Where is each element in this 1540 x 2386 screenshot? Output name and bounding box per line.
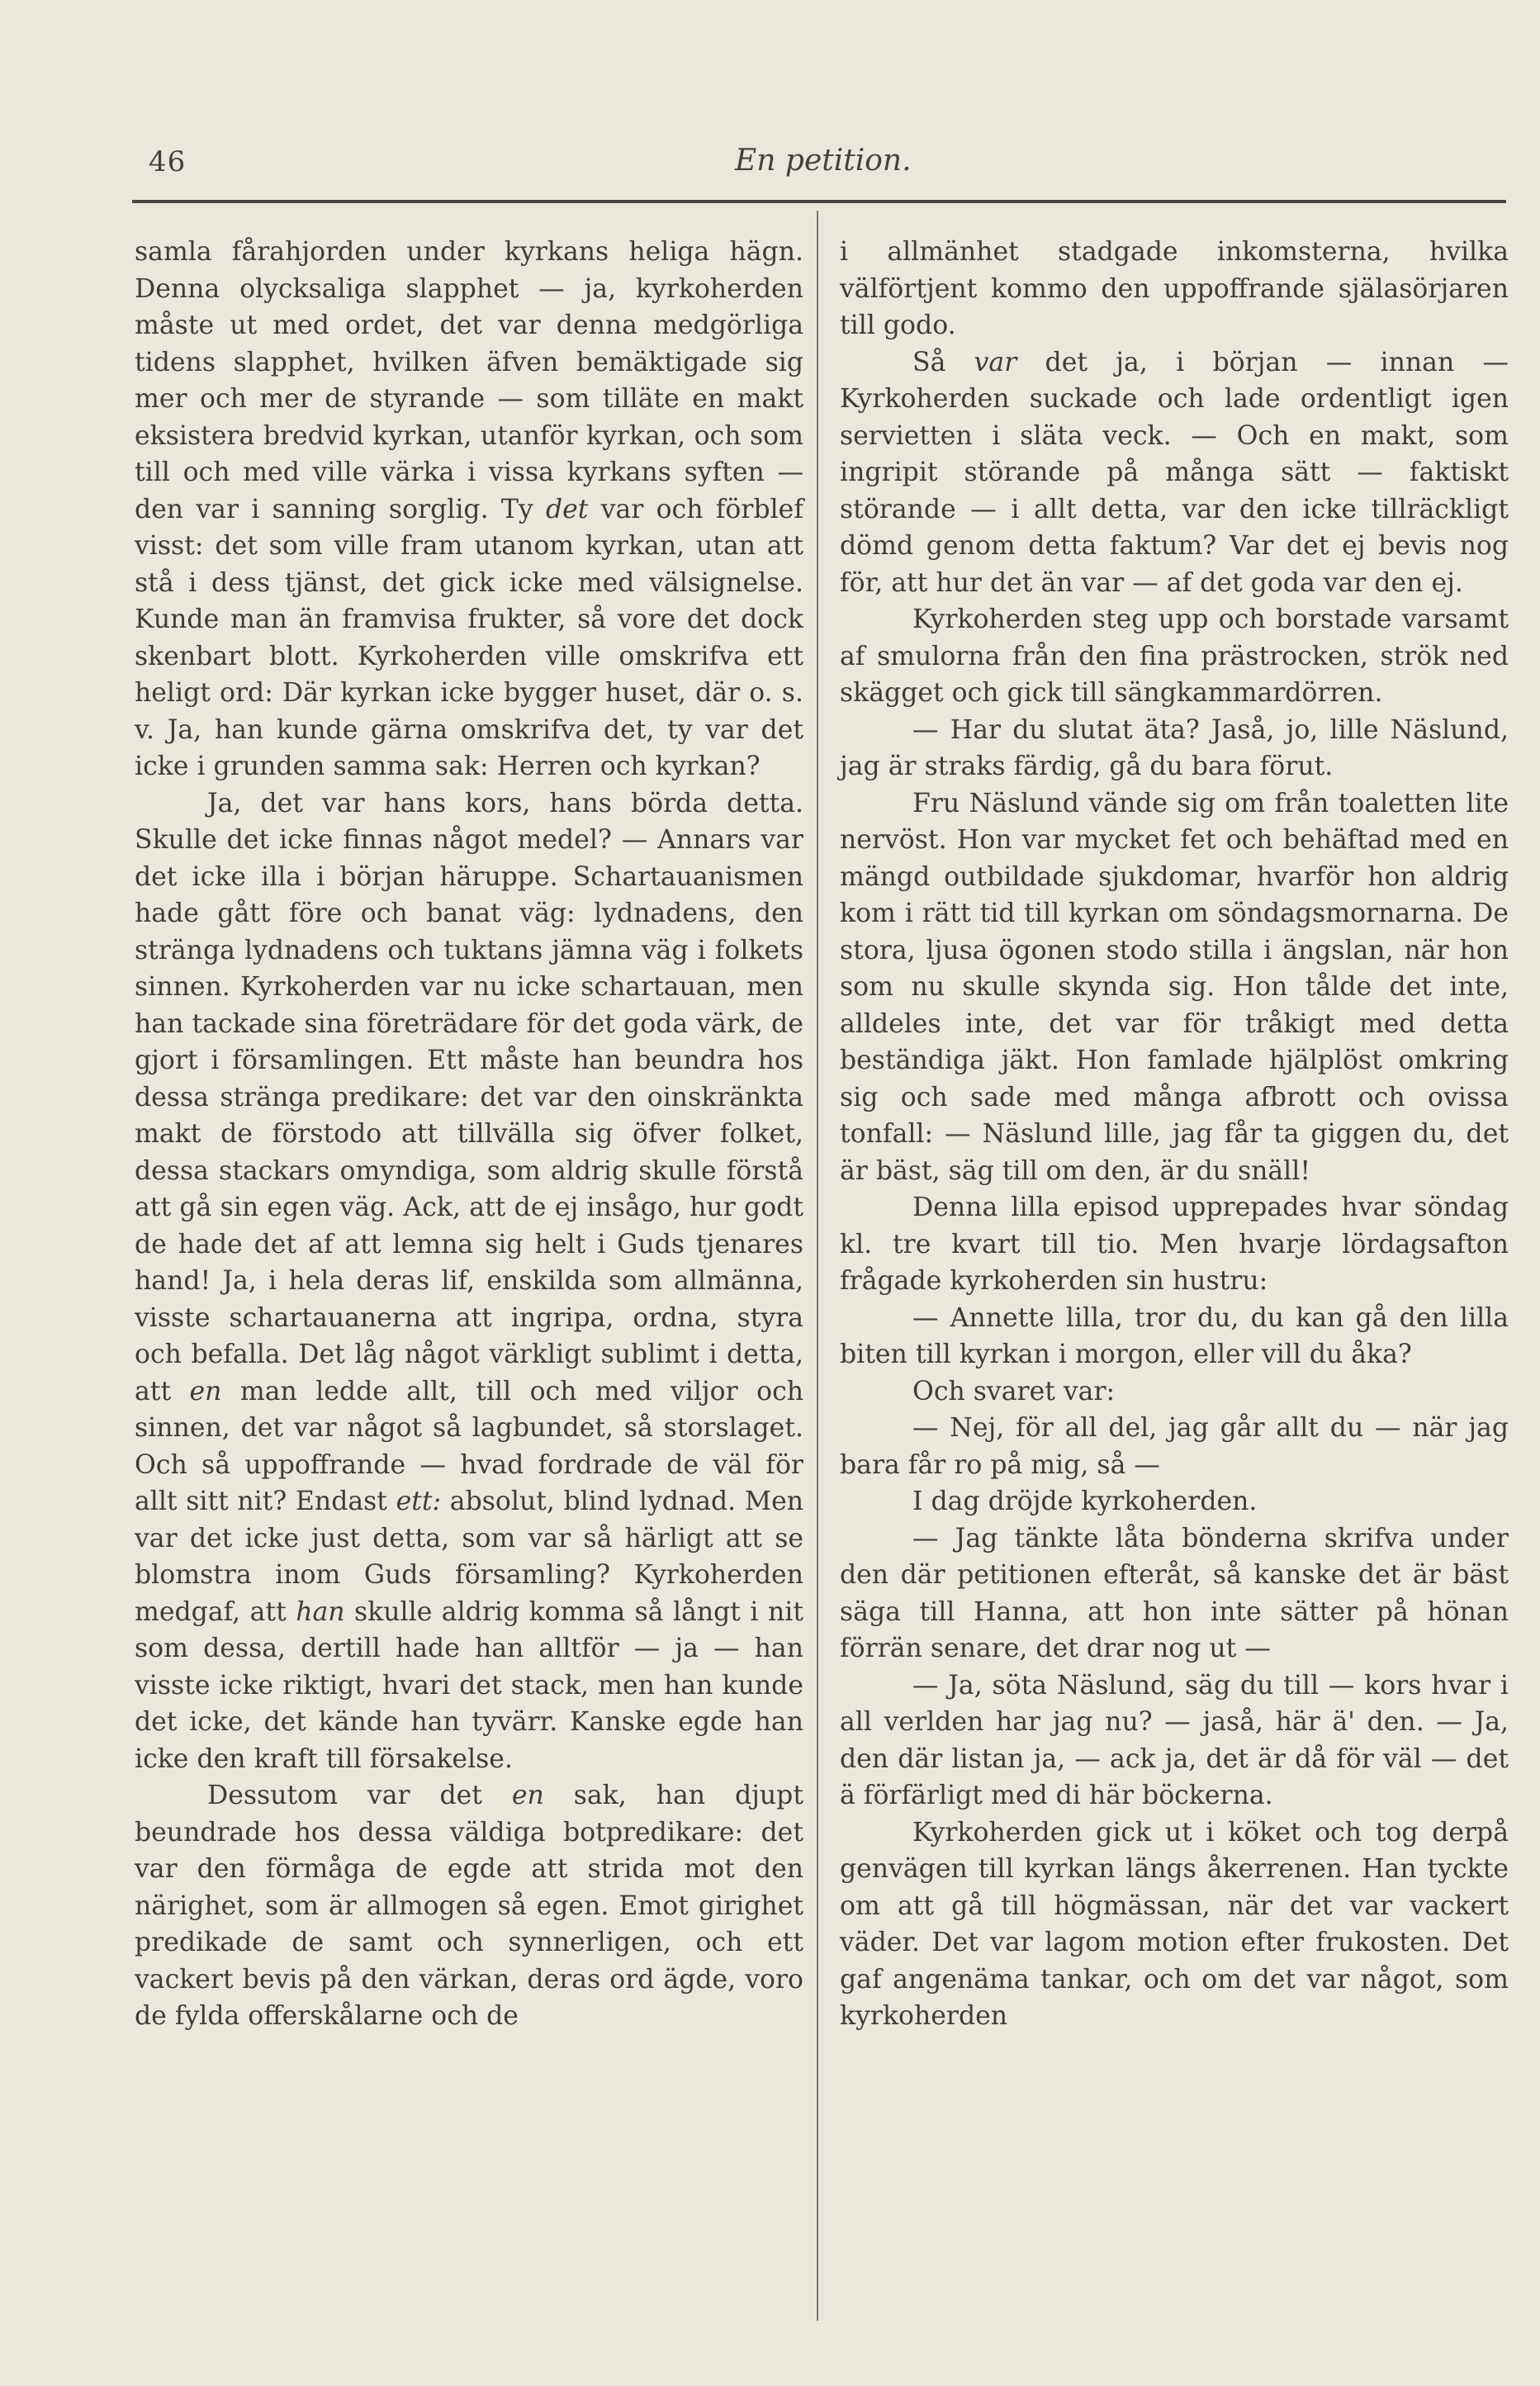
column-divider — [817, 211, 818, 2321]
page-number: 46 — [149, 145, 187, 178]
text-run: i allmänhet stadgade inkomsterna, hvilka välförtjent kommo den uppoffrande själasörjaren till godo. — [840, 237, 1509, 340]
italic-text: det — [545, 494, 589, 524]
header-rule — [132, 200, 1506, 203]
paragraph — [840, 234, 1509, 344]
text-run: Fru Näslund vände sig om från toaletten lite nervöst. Hon var mycket fet och behäftad med en mängd outbildade sjukdomar, hvarför hon aldrig kom i rätt tid till kyrkan om söndagsmornarna. De stora, ljusa ögonen stodo stilla i ängslan, när hon som nu skulle skynda sig. Hon tålde det inte, alldeles inte, det var för tråkigt med detta beständiga jäkt. Hon famlade hjälplöst omkring sig och sade med många afbrott och ovissa tonfall: — Näslund lille, jag får ta giggen du, det är bäst, säg till om den, är du snäll! — [840, 788, 1509, 1186]
paragraph — [840, 601, 1509, 712]
paragraph — [840, 1373, 1509, 1411]
text-run: det ja, i början — innan — Kyrkoherden suckade och lade ordentligt igen servietten i släta veck. — Och en makt, som ingripit störande på många sätt — faktiskt störande — i allt detta, var den icke tillräckligt dömd genom detta faktum? Var det ej bevis nog för, att hur det än var — af det goda var den ej. — [840, 347, 1509, 598]
paragraph — [840, 712, 1509, 785]
italic-text: var — [974, 347, 1017, 377]
text-run: Denna lilla episod upprepades hvar söndag kl. tre kvart till tio. Men hvarje lördagsafton frågade kyrkoherden sin hustru: — [840, 1193, 1509, 1296]
paragraph — [135, 785, 803, 1778]
paragraph — [840, 1189, 1509, 1300]
text-run: skulle aldrig komma så långt i nit som dessa, dertill hade han alltför — ja — han visste icke riktigt, hvari det stack, men han kunde det icke, det kände han tyvärr. Kanske egde han icke den kraft till försakelse. — [135, 1596, 803, 1774]
paragraph — [840, 1814, 1509, 2035]
text-run: — Jag tänkte låta bönderna skrifva under den där petitionen efteråt, så kanske det är bäst säga till Hanna, att hon inte sätter på hönan förrän senare, det drar nog ut — — [840, 1523, 1509, 1663]
text-run: samla fårahjorden under kyrkans heliga hägn. Denna olycksaliga slapphet — ja, kyrkoherden måste ut med ordet, det var denna medgörliga tidens slapphet, hvilken äfven bemäktigade sig mer och mer de styrande — som tilläte en makt eksistera bredvid kyrkan, utanför kyrkan, och som till och med ville värka i vissa kyrkans syften — den var i sanning sorglig. Ty — [135, 237, 803, 524]
italic-text: en — [511, 1781, 544, 1810]
text-run: — Annette lilla, tror du, du kan gå den lilla biten till kyrkan i morgon, eller vill du åka? — [840, 1302, 1509, 1369]
text-run: — Ja, söta Näslund, säg du till — kors hvar i all verlden har jag nu? — jaså, här ä' den. — Ja, den där listan ja, — ack ja, det är då för väl — det ä förfärligt med di här böckerna. — [840, 1670, 1509, 1810]
right-column — [840, 234, 1509, 2035]
left-column — [135, 234, 803, 2035]
paragraph — [840, 1667, 1509, 1814]
text-run: Och svaret var: — [912, 1376, 1116, 1406]
text-run: var och förblef visst: det som ville fram utanom kyrkan, utan att stå i dess tjänst, det gick icke med välsignelse. Kunde man än framvisa frukter, så vore det dock skenbart blott. Kyrkoherden ville omskrifva ett heligt ord: Där kyrkan icke bygger huset, där o. s. v. Ja, han kunde gärna omskrifva det, ty var det icke i grunden samma sak: Herren och kyrkan? — [135, 494, 803, 781]
text-run: Kyrkoherden gick ut i köket och tog derpå genvägen till kyrkan längs åkerrenen. Han tyckte om att gå till högmässan, när det var vackert väder. Det var lagom motion efter frukosten. Det gaf angenäma tankar, och om det var något, som kyrkoherden — [840, 1817, 1509, 2031]
paragraph — [135, 1777, 803, 2035]
text-run: — Har du slutat äta? Jaså, jo, lille Näslund, jag är straks färdig, gå du bara förut. — [840, 714, 1509, 781]
italic-text: en — [189, 1376, 222, 1406]
paragraph — [840, 1483, 1509, 1520]
text-run: Ja, det var hans kors, hans börda detta. Skulle det icke finnas något medel? — Annars var det icke illa i början häruppe. Schartauanismen hade gått före och banat väg: lydnadens, den stränga lydnadens och tuktans jämna väg i folkets sinnen. Kyrkoherden var nu icke schartauan, men han tackade sina företrädare för det goda värk, de gjort i församlingen. Ett måste han beundra hos dessa stränga predikare: det var den oinskränkta makt de förstodo att tillvälla sig öfver folket, dessa stackars omyndiga, som aldrig skulle förstå att gå sin egen väg. Ack, att de ej insågo, hur godt de hade det af att lemna sig helt i Guds tjenares hand! Ja, i hela deras lif, enskilda som allmänna, visste schartauanerna att ingripa, ordna, styra och befalla. Det låg något värkligt sublimt i detta, att — [135, 788, 803, 1406]
text-run: Dessutom var det — [207, 1781, 512, 1810]
text-run: man ledde allt, till och med viljor och sinnen, det var något så lagbundet, så storslaget. Och så uppoffrande — hvad fordrade de väl för allt sitt nit? Endast — [135, 1376, 803, 1516]
text-run: Så — [912, 347, 974, 377]
paragraph — [135, 234, 803, 785]
paragraph — [840, 344, 1509, 602]
paragraph — [840, 1520, 1509, 1667]
running-title: En petition. — [735, 144, 912, 178]
italic-text: han — [296, 1596, 345, 1627]
text-run: — Nej, för all del, jag går allt du — när jag bara får ro på mig, så — — [840, 1413, 1509, 1480]
text-run: Kyrkoherden steg upp och borstade varsamt af smulorna från den fina prästrocken, strök ned skägget och gick till sängkammardörren. — [840, 605, 1509, 708]
paragraph — [840, 1300, 1509, 1373]
page-header — [149, 140, 1503, 190]
text-run: absolut, blind lydnad. Men var det icke just detta, som var så härligt att se blomstra inom Guds församling? Kyrkoherden medgaf, att — [135, 1487, 803, 1627]
italic-text: ett: — [396, 1487, 442, 1516]
paragraph — [840, 1410, 1509, 1483]
text-run: sak, han djupt beundrade hos dessa väldiga botpredikare: det var den förmåga de egde att strida mot den närighet, som är allmogen så egen. Emot girighet predikade de samt och synnerligen, och ett vackert bevis på den värkan, deras ord ägde, voro de fylda offerskålarne och de — [135, 1781, 803, 2031]
paragraph — [840, 785, 1509, 1190]
text-run: I dag dröjde kyrkoherden. — [912, 1487, 1258, 1516]
